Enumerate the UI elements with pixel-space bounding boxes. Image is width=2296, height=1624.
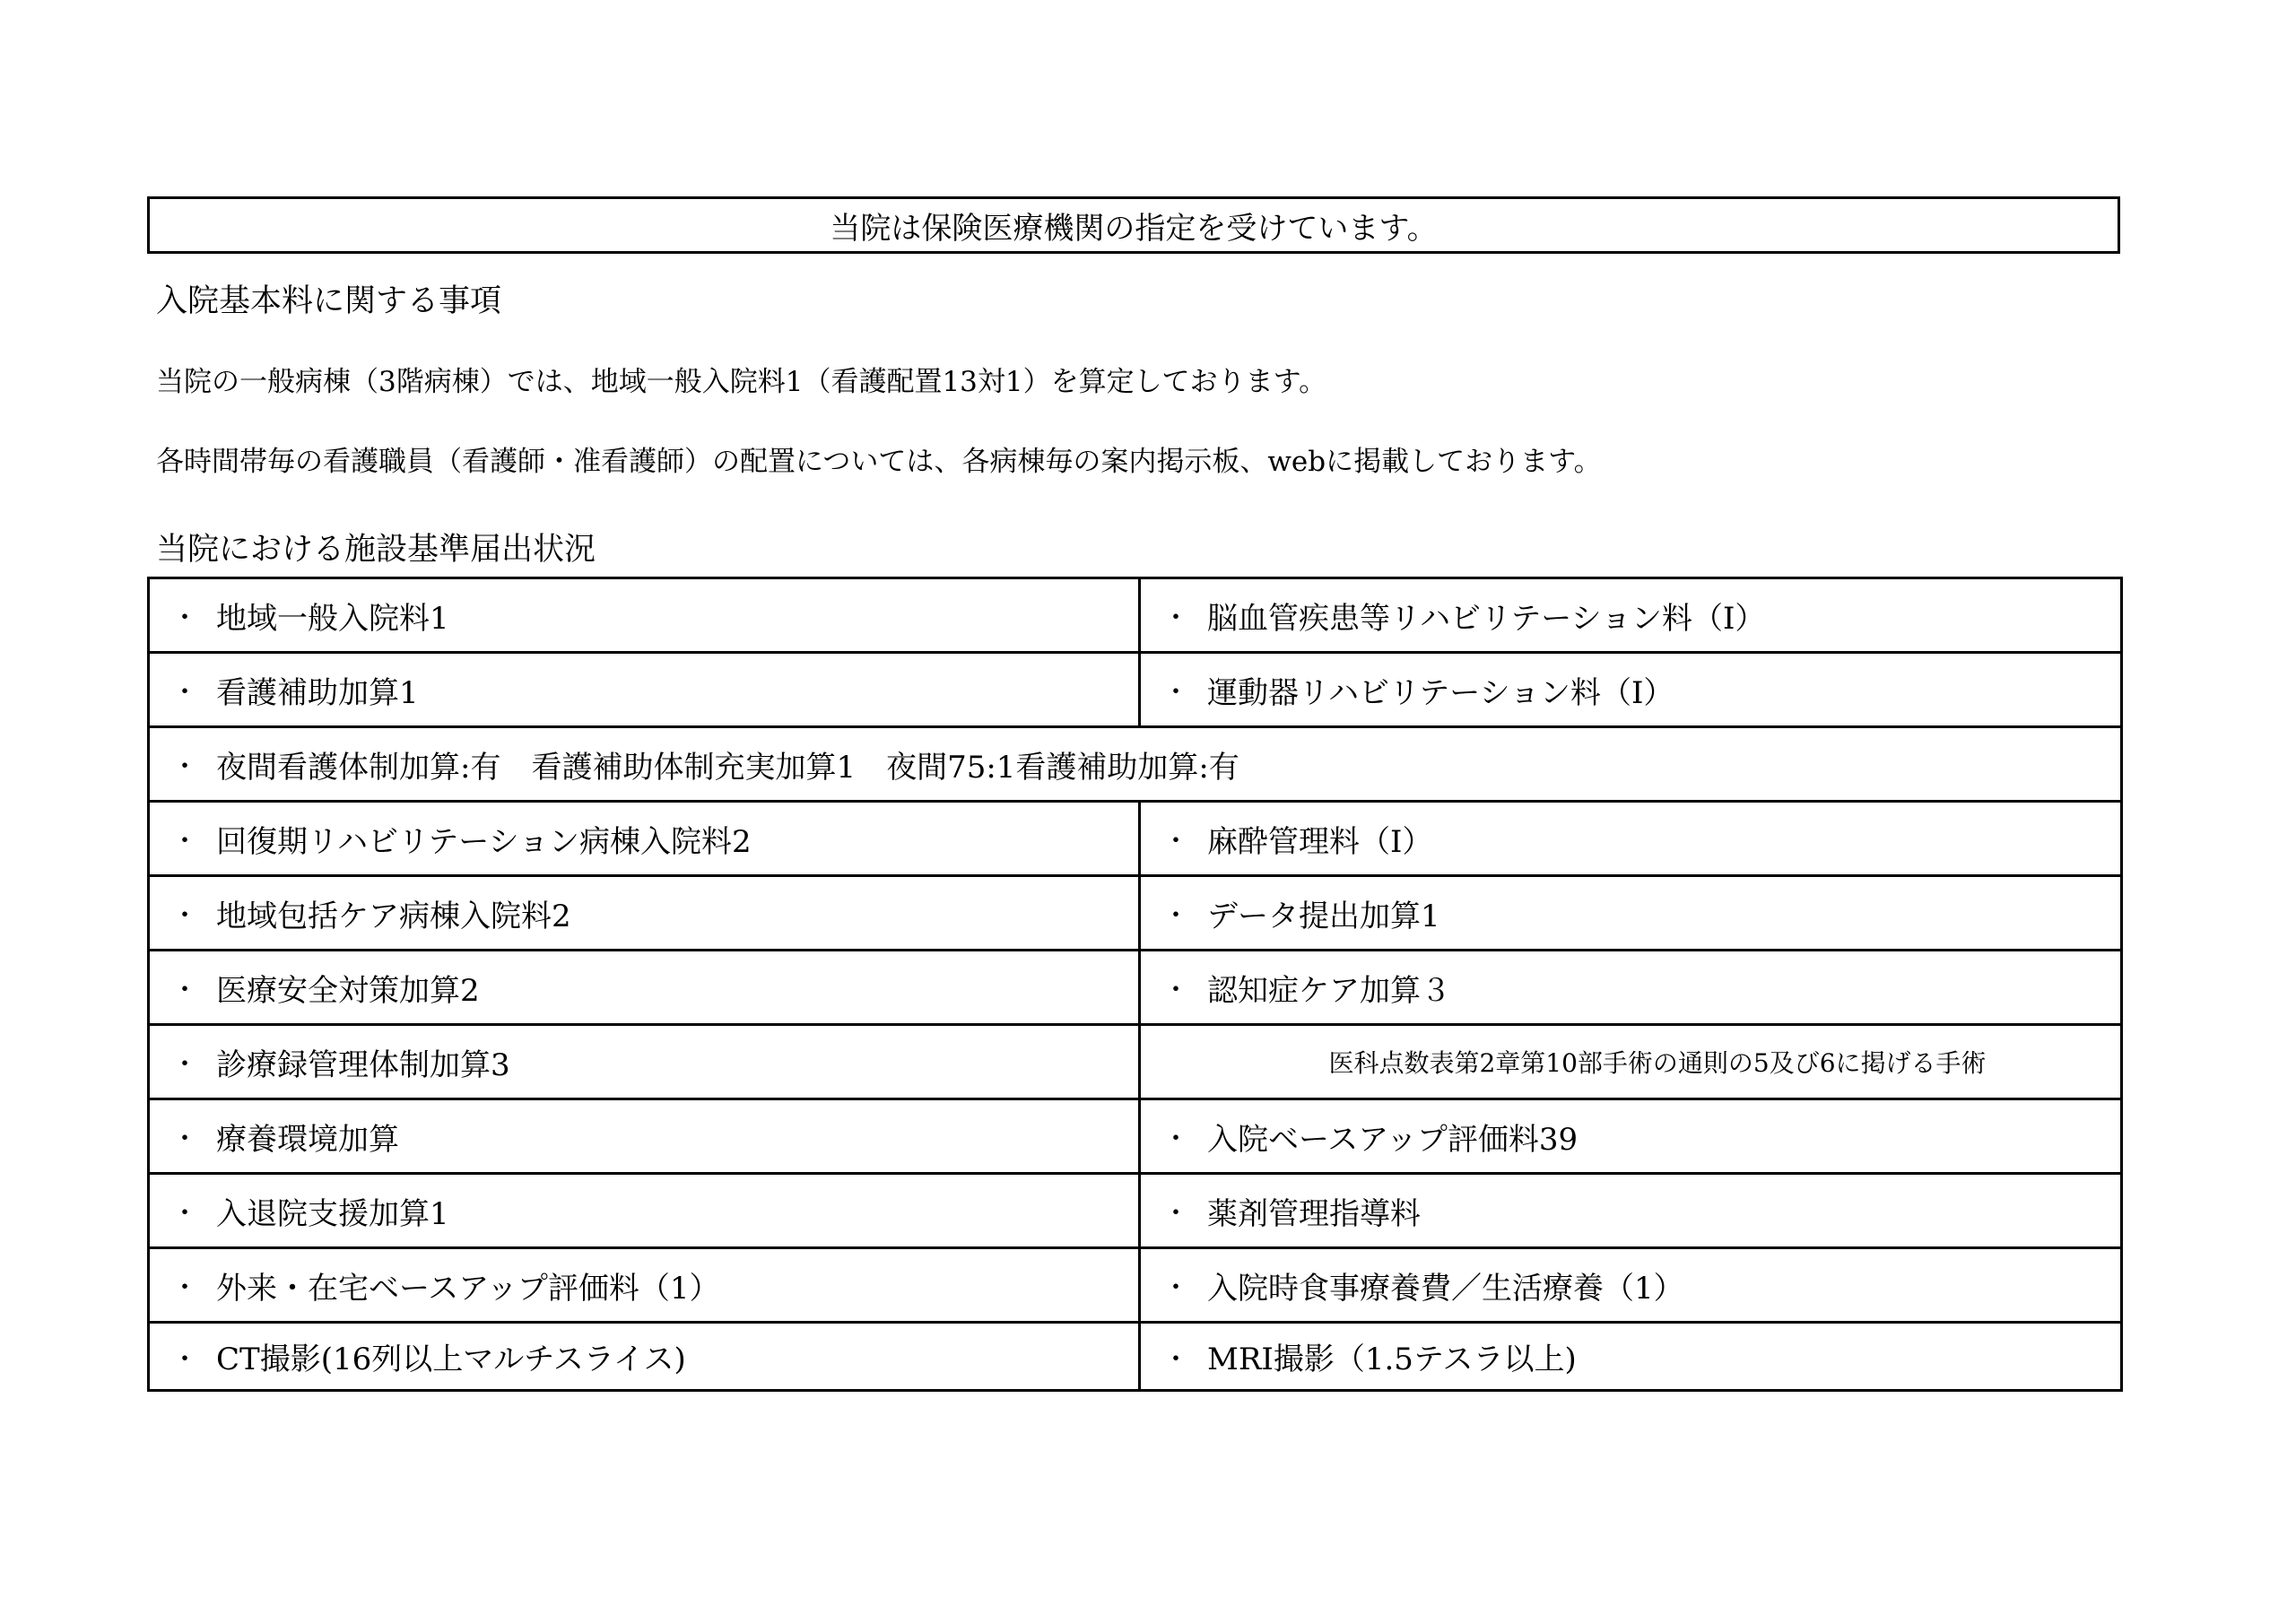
- table-cell: [1140, 1099, 2122, 1174]
- bullet-mark: ・: [1162, 603, 1189, 634]
- table-cell: [149, 578, 1140, 653]
- table-row: [149, 951, 2122, 1025]
- bullet-mark: ・: [1162, 677, 1189, 708]
- item-label: 運動器リハビリテーション料（Ⅰ）: [1207, 674, 1674, 711]
- item-label: 医療安全対策加算2: [216, 972, 480, 1009]
- table-cell: [149, 951, 1140, 1025]
- item-label: 地域包括ケア病棟入院料2: [216, 898, 571, 934]
- bullet-mark: ・: [171, 677, 198, 708]
- item-label: 地域一般入院料1: [216, 600, 449, 637]
- bullet-mark: ・: [171, 1124, 198, 1155]
- item-label: データ提出加算1: [1207, 898, 1440, 934]
- table-cell: [1140, 802, 2122, 876]
- item-label: 夜間看護体制加算:有 看護補助体制充実加算1 夜間75:1看護補助加算:有: [216, 749, 1239, 786]
- item-label: MRI撮影（1.5テスラ以上): [1207, 1342, 1577, 1377]
- item-label: 看護補助加算1: [216, 674, 419, 711]
- table-cell: [149, 876, 1140, 951]
- designation-banner: 当院は保険医療機関の指定を受けています。: [147, 196, 2120, 254]
- surgery-note: 医科点数表第2章第10部手術の通則の5及び6に掲げる手術: [1328, 1048, 1987, 1078]
- table-row: [149, 1099, 2122, 1174]
- table-cell-full: [149, 727, 2122, 802]
- item-label: 入院時食事療養費／生活療養（1）: [1207, 1270, 1684, 1307]
- table-row: [149, 1248, 2122, 1323]
- item-label: 外来・在宅ベースアップ評価料（1）: [216, 1270, 720, 1307]
- table-cell: [149, 1025, 1140, 1099]
- bullet-mark: ・: [171, 1343, 198, 1376]
- bullet-mark: ・: [171, 975, 198, 1006]
- bullet-mark: ・: [1162, 1343, 1189, 1376]
- bullet-mark: ・: [1162, 826, 1189, 857]
- item-label: 入院ベースアップ評価料39: [1207, 1121, 1578, 1158]
- bullet-mark: ・: [1162, 1198, 1189, 1229]
- table-cell: [149, 1323, 1140, 1391]
- table-row: [149, 578, 2122, 653]
- table-cell: [149, 1099, 1140, 1174]
- item-label: 入退院支援加算1: [216, 1195, 449, 1232]
- bullet-mark: ・: [171, 1049, 198, 1081]
- admission-heading: 入院基本料に関する事項: [156, 283, 502, 319]
- table-row: [149, 876, 2122, 951]
- table-cell: [149, 653, 1140, 727]
- item-label: 麻酔管理料（Ⅰ）: [1207, 823, 1433, 860]
- table-cell: [1140, 951, 2122, 1025]
- table-cell: [149, 802, 1140, 876]
- facility-heading: 当院における施設基準届出状況: [156, 532, 596, 568]
- item-label: 脳血管疾患等リハビリテーション料（Ⅰ）: [1207, 600, 1766, 637]
- table-row: [149, 727, 2122, 802]
- item-label: 診療録管理体制加算3: [216, 1046, 510, 1083]
- table-cell: [1140, 653, 2122, 727]
- item-label: 認知症ケア加算３: [1207, 972, 1451, 1009]
- table-cell: [149, 1174, 1140, 1248]
- table-cell: [149, 1248, 1140, 1323]
- item-label: CT撮影(16列以上マルチスライス): [216, 1342, 686, 1377]
- table-row: [149, 653, 2122, 727]
- table-row: [149, 1174, 2122, 1248]
- bullet-mark: ・: [1162, 900, 1189, 932]
- bullet-mark: ・: [171, 900, 198, 932]
- bullet-mark: ・: [1162, 975, 1189, 1006]
- bullet-mark: ・: [1162, 1124, 1189, 1155]
- table-cell: [1140, 578, 2122, 653]
- bullet-mark: ・: [171, 751, 198, 783]
- bullet-mark: ・: [171, 826, 198, 857]
- bullet-mark: ・: [171, 603, 198, 634]
- admission-paragraph-1: 当院の一般病棟（3階病棟）では、地域一般入院料1（看護配置13対1）を算定しております。: [156, 366, 1327, 398]
- item-label: 回復期リハビリテーション病棟入院料2: [216, 823, 752, 860]
- table-cell: [1140, 1323, 2122, 1391]
- item-label: 薬剤管理指導料: [1207, 1195, 1421, 1232]
- bullet-mark: ・: [171, 1198, 198, 1229]
- table-cell-note: [1140, 1025, 2122, 1099]
- table-cell: [1140, 876, 2122, 951]
- table-cell: [1140, 1174, 2122, 1248]
- table-row: [149, 1323, 2122, 1391]
- item-label: 療養環境加算: [216, 1121, 399, 1158]
- bullet-mark: ・: [171, 1272, 198, 1304]
- admission-paragraph-2: 各時間帯毎の看護職員（看護師・准看護師）の配置については、各病棟毎の案内掲示板、webに掲載しております。: [156, 446, 1602, 478]
- table-cell: [1140, 1248, 2122, 1323]
- bullet-mark: ・: [1162, 1272, 1189, 1304]
- table-row: [149, 802, 2122, 876]
- facility-standards-table: [147, 577, 2123, 1392]
- table-row: [149, 1025, 2122, 1099]
